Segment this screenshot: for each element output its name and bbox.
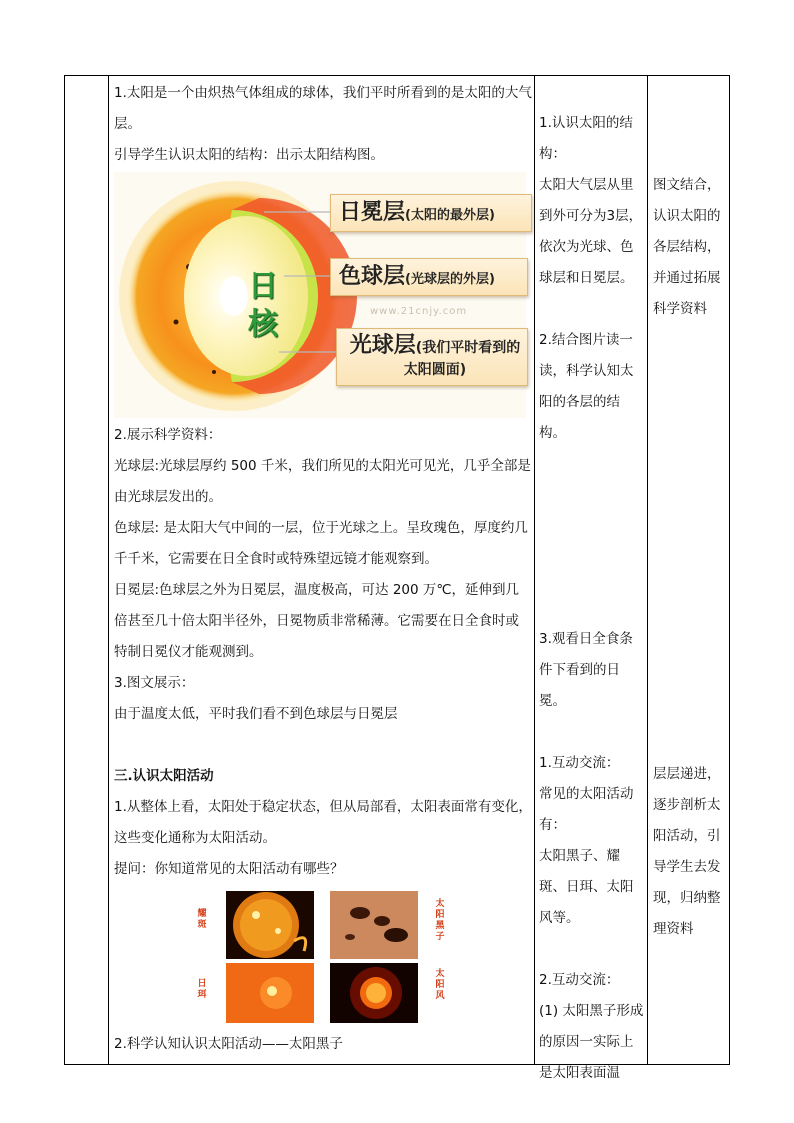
student-activity-cell [539, 108, 644, 1089]
table-divider-2 [534, 75, 535, 1065]
chromosphere-title: 色球层 [339, 264, 406, 289]
corona-note: (太阳的最外层) [405, 208, 495, 223]
intent-activity: 层层递进，逐步剖析太阳活动，引导学生去发现，归纳整理资料 [653, 766, 721, 937]
section-heading: 三.认识太阳活动 [114, 768, 214, 784]
table-right-border [729, 75, 730, 1065]
flare-image [226, 891, 314, 959]
chromosphere-note: (光球层的外层) [405, 272, 495, 287]
activity-read-figure: 2.结合图片读一读，科学认知太阳的各层的结构。 [539, 332, 634, 441]
activity-common-list: 太阳黑子、耀斑、日珥、太阳风等。 [539, 848, 634, 926]
paragraph-question: 提问：你知道常见的太阳活动有哪些？ [114, 861, 344, 877]
paragraph-image-text: 3.图文展示： [114, 675, 195, 691]
sun-structure-figure [114, 172, 526, 418]
activity-exchange-1: 1.互动交流： [539, 755, 620, 771]
table-top-border [64, 75, 730, 76]
sunspot-photo [330, 891, 418, 959]
prominence-image [226, 963, 314, 1023]
table-left-border [64, 75, 65, 1065]
activity-structure-title: 1.认识太阳的结构： [539, 115, 633, 162]
paragraph-guide: 引导学生认识太阳的结构：出示太阳结构图。 [114, 147, 384, 163]
activity-common-title: 常见的太阳活动有： [539, 786, 634, 833]
activity-exchange-2: 2.互动交流： [539, 972, 620, 988]
paragraph-corona: 日冕层:色球层之外为日冕层，温度极高，可达 200 万℃，延伸到几倍甚至几十倍太阳半径外，日冕物质非常稀薄。它需要在日全食时或特制日冕仪才能观测到。 [114, 582, 520, 660]
sunspot-label: 太阳黑子 [435, 899, 445, 942]
solar-wind-photo [330, 963, 418, 1031]
chromosphere-label-box [330, 258, 528, 296]
teaching-content-cell [114, 78, 532, 1060]
activity-sunspot-cause: (1) 太阳黑子形成的原因一实际上是太阳表面温 [539, 1003, 644, 1081]
solar-activity-figure [114, 889, 526, 1031]
paragraph-show-material: 2.展示科学资料： [114, 427, 222, 443]
solar-wind-label: 太阳风 [435, 969, 445, 1001]
photosphere-label-box [336, 328, 528, 386]
paragraph-photosphere: 光球层:光球层厚约 500 千米，我们所见的太阳光可见光，几乎全部是由光球层发出的。 [114, 458, 531, 505]
activity-structure-desc: 太阳大气层从里到外可分为3层，依次为光球、色球层和日冕层。 [539, 177, 643, 286]
flare-photo [226, 891, 314, 959]
prominence-photo [226, 963, 314, 1031]
corona-title: 日冕层 [339, 200, 406, 225]
paragraph-sunspot-intro: 2.科学认知认识太阳活动——太阳黑子 [114, 1036, 343, 1052]
corona-label-box [330, 194, 532, 232]
paragraph-sun-intro: 1.太阳是一个由炽热气体组成的球体，我们平时所看到的是太阳的大气层。 [114, 85, 532, 132]
table-divider-1 [108, 75, 109, 1065]
photosphere-note: (我们平时看到的 [415, 340, 521, 356]
watermark-text: www.21cnjy.com [370, 306, 468, 317]
flare-label: 耀斑 [197, 909, 207, 930]
paragraph-temperature: 由于温度太低，平时我们看不到色球层与日冕层 [114, 706, 398, 722]
paragraph-solar-activity: 1.从整体上看，太阳处于稳定状态，但从局部看，太阳表面常有变化，这些变化通称为太阳活动。 [114, 799, 532, 846]
design-intent-cell [653, 170, 725, 945]
core-label: 日 核 [248, 269, 278, 342]
photosphere-note-2: 太阳圆面) [403, 362, 467, 378]
sunspot-image [330, 891, 418, 959]
paragraph-chromosphere: 色球层: 是太阳大气中间的一层，位于光球之上。呈玫瑰色，厚度约几千千米，它需要在日全食时或特殊望远镜才能观察到。 [114, 520, 528, 567]
table-divider-3 [647, 75, 648, 1065]
intent-structure: 图文结合，认识太阳的各层结构，并通过拓展科学资料 [653, 177, 721, 317]
photosphere-title: 光球层 [349, 333, 416, 358]
prominence-label: 日珥 [197, 979, 207, 1000]
solar-wind-image [330, 963, 418, 1023]
activity-watch-corona: 3.观看日全食条件下看到的日冕。 [539, 631, 633, 709]
